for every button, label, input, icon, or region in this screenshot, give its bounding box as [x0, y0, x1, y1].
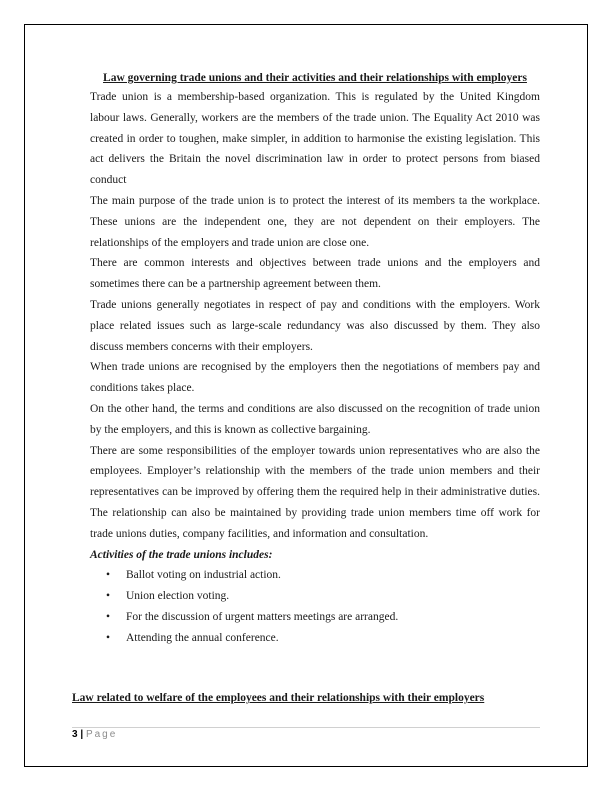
section-2-heading: Law related to welfare of the employees and their relationships with their employers	[72, 692, 485, 704]
section-heading: Law governing trade unions and their activities and their relationships with employers	[103, 72, 527, 84]
paragraph: On the other hand, the terms and conditions are also discussed on the recognition of trade union by the employers, and this is known as collective bargaining.	[90, 402, 540, 436]
activities-list	[90, 565, 540, 648]
paragraph: Trade unions generally negotiates in respect of pay and conditions with the employers. Work place related issues such as large-scale redundancy was also discussed by them. They also discuss members concerns with their employers.	[90, 298, 540, 353]
list-item-text: Ballot voting on industrial action.	[126, 569, 281, 582]
page-number: 3	[72, 729, 78, 740]
paragraph: Trade union is a membership-based organization. This is regulated by the United Kingdom labour laws. Generally, workers are the members of the trade union. The Equality Act 2010 was created in order to toughen, make simpler, in addition to harmonise the existing legislation. This act delivers the Britain the novel discrimination law in order to protect persons from biased conduct	[90, 91, 540, 187]
list-item	[90, 565, 540, 586]
footer-divider	[72, 727, 540, 728]
paragraph: There are some responsibilities of the employer towards union representatives who are also the employees. Employer’s relationship with the members of the trade union members and their representatives can be improved by offering them the required help in their administrative duties. The relationship can also be maintained by providing trade union members time off work for trade unions duties, company facilities, and information and consultation.	[90, 444, 540, 540]
bullet-icon: •	[106, 569, 111, 582]
paragraph: The main purpose of the trade union is to protect the interest of its members ta the workplace. These unions are the independent one, they are not dependent on their employers. The relationships of the employers and trade union are close one.	[90, 194, 540, 249]
list-item-text: Attending the annual conference.	[126, 631, 279, 644]
list-item	[90, 586, 540, 607]
paragraph: When trade unions are recognised by the employers then the negotiations of members pay and conditions takes place.	[90, 361, 540, 395]
activities-heading: Activities of the trade unions includes:	[90, 548, 273, 561]
page-label: Page	[85, 729, 118, 740]
section-1	[90, 70, 540, 649]
bullet-icon: •	[106, 631, 111, 644]
list-item-text: For the discussion of urgent matters meetings are arranged.	[126, 610, 399, 623]
paragraph: There are common interests and objectives between trade unions and the employers and sometimes there can be a partnership agreement between them.	[90, 257, 540, 291]
list-item-text: Union election voting.	[126, 590, 230, 603]
list-item	[90, 607, 540, 628]
page-footer	[72, 729, 117, 740]
list-item	[90, 628, 540, 649]
page-separator: |	[80, 729, 84, 740]
bullet-icon: •	[106, 610, 111, 623]
bullet-icon: •	[106, 590, 111, 603]
